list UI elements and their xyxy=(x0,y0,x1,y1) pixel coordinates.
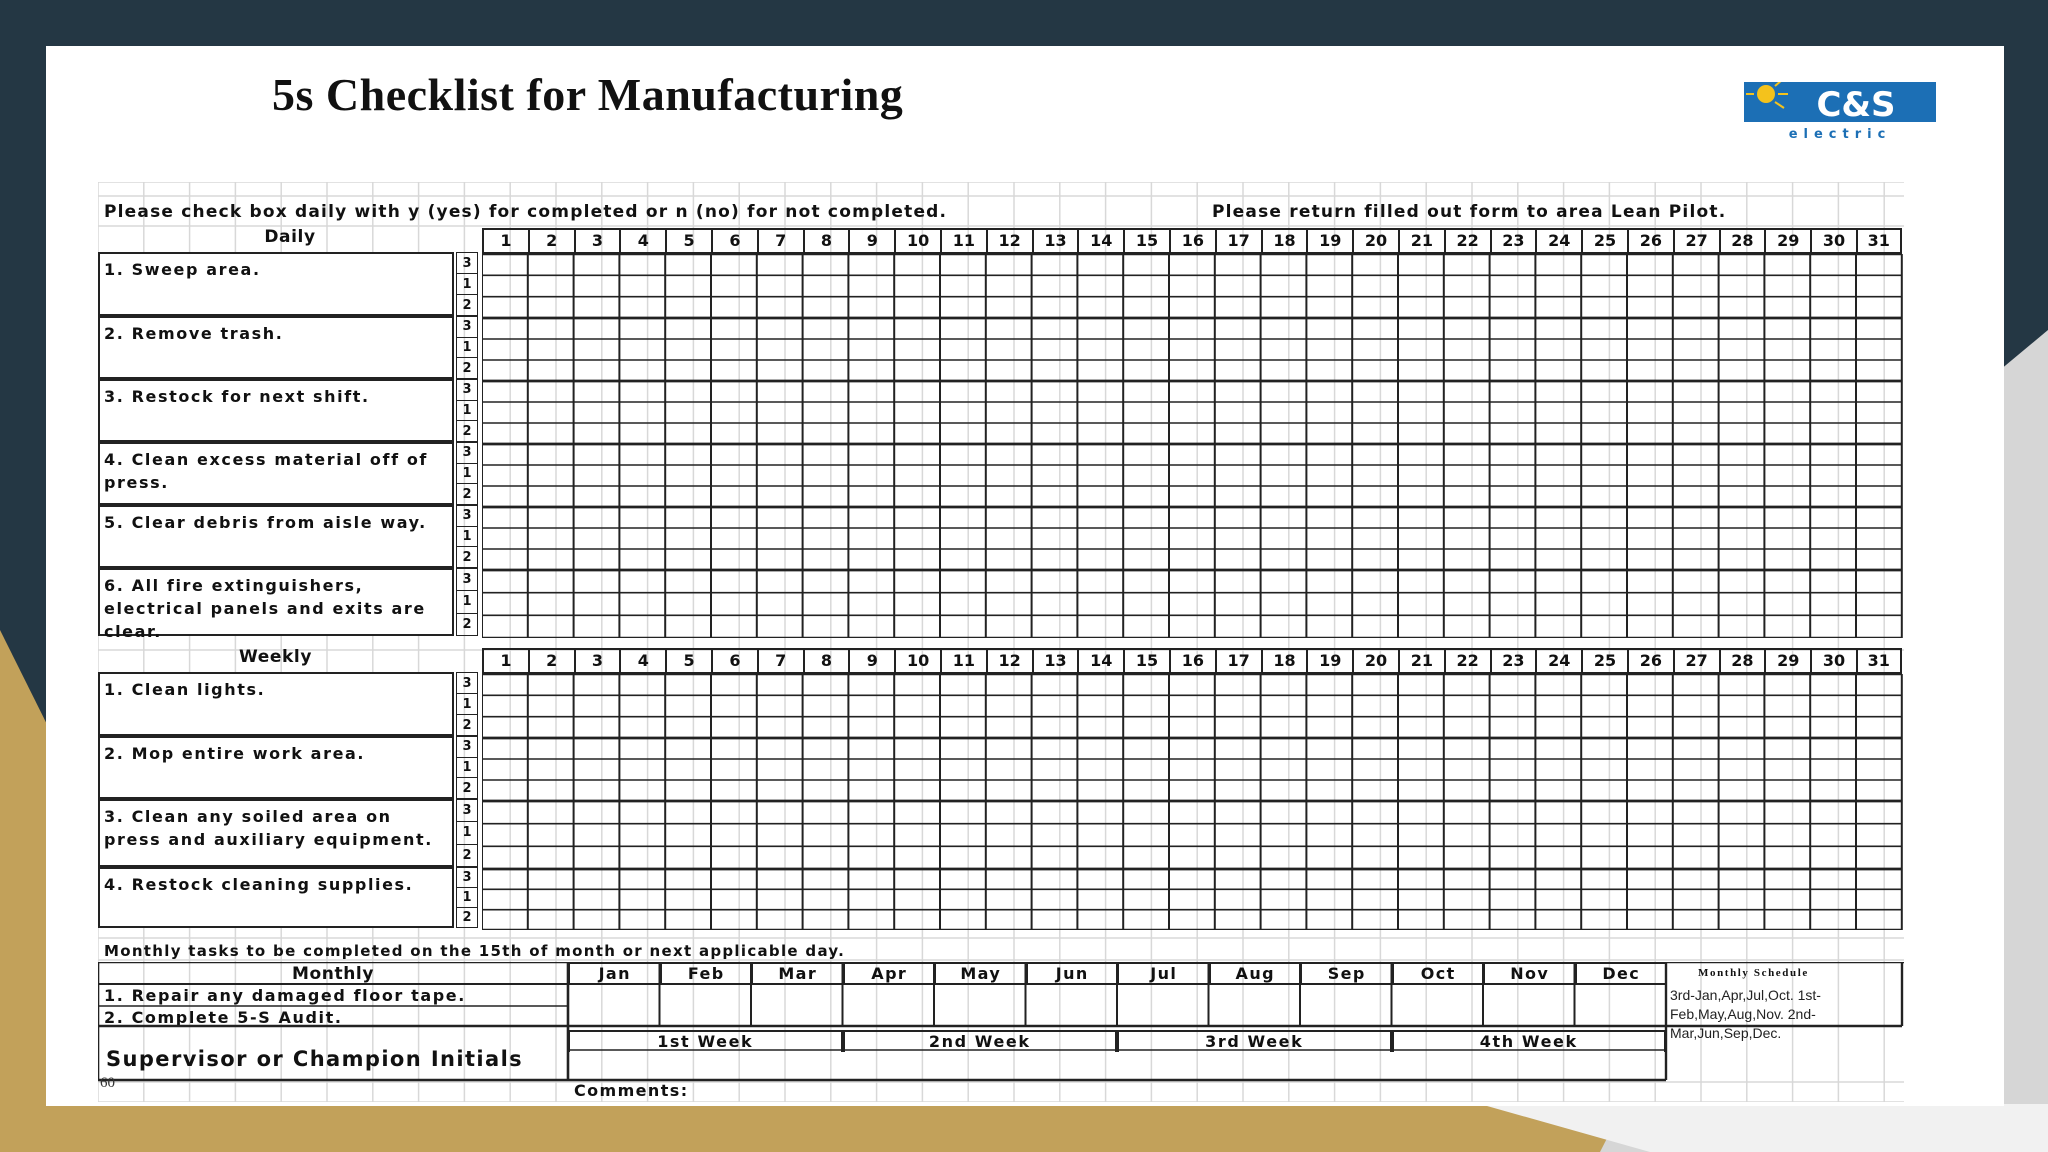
task-label: 1. Clean lights. xyxy=(98,672,454,736)
shift-labels xyxy=(456,379,478,442)
instruction-left: Please check box daily with y (yes) for completed or n (no) for not completed. xyxy=(104,202,948,222)
day-number: 31 xyxy=(1856,228,1902,254)
shift-label: 1 xyxy=(456,337,478,358)
day-number: 5 xyxy=(665,648,711,674)
month-label: Feb xyxy=(660,962,752,984)
day-number: 10 xyxy=(894,648,940,674)
shift-label: 3 xyxy=(456,799,478,821)
shift-label: 1 xyxy=(456,400,478,421)
day-number: 14 xyxy=(1077,648,1123,674)
shift-label: 2 xyxy=(456,777,478,799)
daily-day-header xyxy=(482,228,1902,254)
month-label: Mar xyxy=(751,962,843,984)
month-label: Oct xyxy=(1392,962,1484,984)
day-number: 24 xyxy=(1535,648,1581,674)
day-number: 17 xyxy=(1215,648,1261,674)
task-label: 5. Clear debris from aisle way. xyxy=(98,505,454,568)
day-number: 20 xyxy=(1352,228,1398,254)
shift-labels xyxy=(456,442,478,505)
shift-label: 1 xyxy=(456,887,478,907)
day-number: 9 xyxy=(848,648,894,674)
shift-label: 2 xyxy=(456,907,478,928)
task-label: 4. Restock cleaning supplies. xyxy=(98,867,454,928)
day-number: 30 xyxy=(1810,648,1856,674)
day-number: 5 xyxy=(665,228,711,254)
day-number: 21 xyxy=(1398,648,1444,674)
day-number: 16 xyxy=(1169,228,1215,254)
day-number: 2 xyxy=(528,228,574,254)
weekly-day-header xyxy=(482,648,1902,674)
shift-label: 3 xyxy=(456,379,478,400)
shift-label: 1 xyxy=(456,757,478,778)
daily-label: Daily xyxy=(264,227,316,247)
day-number: 9 xyxy=(848,228,894,254)
week-label: 4th Week xyxy=(1392,1030,1667,1052)
month-label: Dec xyxy=(1575,962,1667,984)
shift-label: 3 xyxy=(456,252,478,273)
shift-label: 1 xyxy=(456,526,478,547)
day-number: 8 xyxy=(803,648,849,674)
shift-label: 3 xyxy=(456,672,478,693)
day-number: 1 xyxy=(482,648,528,674)
day-number: 19 xyxy=(1306,228,1352,254)
task-label: 1. Sweep area. xyxy=(98,252,454,316)
day-number: 28 xyxy=(1719,228,1765,254)
week-label: 2nd Week xyxy=(843,1030,1118,1052)
monthly-task-2: 2. Complete 5-S Audit. xyxy=(104,1008,343,1027)
day-number: 12 xyxy=(986,228,1032,254)
day-number: 7 xyxy=(757,228,803,254)
day-number: 24 xyxy=(1535,228,1581,254)
day-number: 20 xyxy=(1352,648,1398,674)
month-label: May xyxy=(934,962,1026,984)
shift-label: 3 xyxy=(456,568,478,590)
month-label: Jul xyxy=(1117,962,1209,984)
logo-text: C&S xyxy=(1816,85,1896,125)
task-label: 2. Remove trash. xyxy=(98,316,454,379)
day-number: 22 xyxy=(1444,228,1490,254)
monthly-schedule-title: Monthly Schedule xyxy=(1698,967,1809,979)
shift-label: 1 xyxy=(456,463,478,484)
shift-label: 1 xyxy=(456,821,478,843)
shift-label: 2 xyxy=(456,546,478,568)
day-number: 16 xyxy=(1169,648,1215,674)
day-number: 25 xyxy=(1581,648,1627,674)
monthly-schedule-text: 3rd-Jan,Apr,Jul,Oct. 1st-Feb,May,Aug,Nov. 2nd-Mar,Jun,Sep,Dec. xyxy=(1670,987,1821,1041)
shift-labels xyxy=(456,316,478,379)
day-number: 19 xyxy=(1306,648,1352,674)
monthly-task-1: 1. Repair any damaged floor tape. xyxy=(104,986,466,1005)
day-number: 10 xyxy=(894,228,940,254)
day-number: 2 xyxy=(528,648,574,674)
task-label: 3. Restock for next shift. xyxy=(98,379,454,442)
day-number: 1 xyxy=(482,228,528,254)
day-number: 22 xyxy=(1444,648,1490,674)
day-number: 17 xyxy=(1215,228,1261,254)
day-number: 28 xyxy=(1719,648,1765,674)
shift-label: 2 xyxy=(456,357,478,379)
day-number: 15 xyxy=(1123,648,1169,674)
day-number: 4 xyxy=(619,228,665,254)
day-number: 13 xyxy=(1032,228,1078,254)
monthly-note: Monthly tasks to be completed on the 15th of month or next applicable day. xyxy=(104,942,846,960)
shift-label: 2 xyxy=(456,714,478,736)
week-header xyxy=(568,1030,1666,1052)
day-number: 3 xyxy=(574,648,620,674)
daily-checkbox-grid[interactable] xyxy=(482,254,1904,638)
day-number: 13 xyxy=(1032,648,1078,674)
month-label: Jun xyxy=(1026,962,1118,984)
shift-label: 2 xyxy=(456,483,478,505)
comments-label[interactable]: Comments: xyxy=(574,1081,689,1100)
day-number: 21 xyxy=(1398,228,1444,254)
day-number: 11 xyxy=(940,228,986,254)
logo-subtext: electric xyxy=(1788,127,1892,140)
shift-label: 1 xyxy=(456,273,478,294)
month-label: Apr xyxy=(843,962,935,984)
shift-label: 2 xyxy=(456,420,478,442)
supervisor-initials-label: Supervisor or Champion Initials xyxy=(106,1047,524,1071)
shift-label: 2 xyxy=(456,294,478,316)
day-number: 27 xyxy=(1673,228,1719,254)
task-label: 3. Clean any soiled area on press and auxiliary equipment. xyxy=(98,799,454,867)
weekly-checkbox-grid[interactable] xyxy=(482,674,1904,930)
day-number: 18 xyxy=(1261,648,1307,674)
day-number: 29 xyxy=(1764,648,1810,674)
shift-label: 1 xyxy=(456,693,478,714)
task-label: 2. Mop entire work area. xyxy=(98,736,454,799)
shift-labels xyxy=(456,672,478,736)
day-number: 31 xyxy=(1856,648,1902,674)
task-label: 6. All fire extinguishers, electrical panels and exits are clear. xyxy=(98,568,454,636)
task-label: 4. Clean excess material off of press. xyxy=(98,442,454,505)
shift-label: 3 xyxy=(456,316,478,337)
day-number: 29 xyxy=(1764,228,1810,254)
day-number: 12 xyxy=(986,648,1032,674)
day-number: 26 xyxy=(1627,648,1673,674)
day-number: 23 xyxy=(1490,228,1536,254)
month-label: Sep xyxy=(1300,962,1392,984)
weekly-label: Weekly xyxy=(238,647,313,667)
document-title: 5s Checklist for Manufacturing xyxy=(272,69,904,120)
shift-labels xyxy=(456,799,478,867)
day-number: 26 xyxy=(1627,228,1673,254)
day-number: 6 xyxy=(711,228,757,254)
shift-label: 3 xyxy=(456,442,478,463)
week-label: 3rd Week xyxy=(1117,1030,1392,1052)
day-number: 14 xyxy=(1077,228,1123,254)
instruction-right: Please return filled out form to area Lean Pilot. xyxy=(1212,202,1727,222)
shift-labels xyxy=(456,505,478,568)
shift-label: 2 xyxy=(456,844,478,867)
day-number: 18 xyxy=(1261,228,1307,254)
shift-label: 2 xyxy=(456,613,478,636)
day-number: 8 xyxy=(803,228,849,254)
day-number: 3 xyxy=(574,228,620,254)
day-number: 27 xyxy=(1673,648,1719,674)
day-number: 23 xyxy=(1490,648,1536,674)
company-logo xyxy=(1744,82,1936,140)
week-label: 1st Week xyxy=(568,1030,843,1052)
page-number: 60 xyxy=(100,1075,115,1091)
month-label: Aug xyxy=(1209,962,1301,984)
day-number: 7 xyxy=(757,648,803,674)
day-number: 15 xyxy=(1123,228,1169,254)
monthly-label: Monthly xyxy=(291,964,375,984)
shift-labels xyxy=(456,867,478,928)
day-number: 4 xyxy=(619,648,665,674)
month-label: Nov xyxy=(1483,962,1575,984)
day-number: 11 xyxy=(940,648,986,674)
shift-labels xyxy=(456,252,478,316)
checklist-form xyxy=(98,182,1904,1102)
shift-labels xyxy=(456,736,478,799)
shift-label: 3 xyxy=(456,736,478,757)
shift-labels xyxy=(456,568,478,636)
day-number: 25 xyxy=(1581,228,1627,254)
shift-label: 3 xyxy=(456,867,478,887)
day-number: 30 xyxy=(1810,228,1856,254)
day-number: 6 xyxy=(711,648,757,674)
shift-label: 1 xyxy=(456,590,478,612)
month-label: Jan xyxy=(568,962,660,984)
shift-label: 3 xyxy=(456,505,478,526)
